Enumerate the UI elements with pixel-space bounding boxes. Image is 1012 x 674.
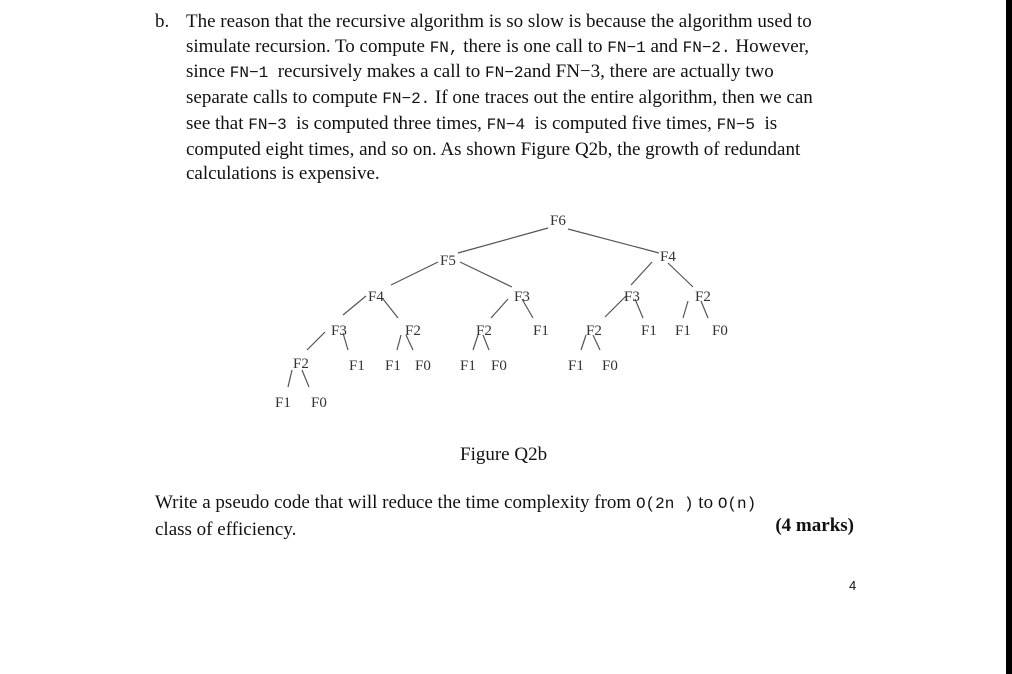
big-o-exponential: O(2n ) (635, 495, 694, 513)
recursion-tree-figure (265, 205, 765, 420)
tree-edge (683, 301, 688, 318)
explanation-paragraph (186, 10, 858, 187)
text-run: is computed five times, (525, 112, 717, 134)
tree-edge (460, 262, 512, 287)
node-f1: F1 (460, 358, 476, 374)
paragraph-line (186, 60, 858, 86)
tree-edge (668, 263, 693, 287)
code-term: FN−4 (486, 115, 526, 134)
tree-edge (307, 332, 325, 350)
node-f5: F5 (440, 253, 456, 269)
node-f3: F3 (514, 289, 530, 305)
code-term: FN−3 (248, 115, 287, 134)
node-f6: F6 (550, 213, 566, 229)
tree-edge (458, 228, 548, 253)
tree-nodes (275, 213, 728, 411)
node-f2: F2 (293, 356, 309, 372)
tree-edge (288, 370, 292, 387)
code-term: FN−2. (382, 90, 431, 109)
node-f1: F1 (349, 358, 365, 374)
text-run: and FN−3, there are actually two (523, 61, 774, 83)
node-f2: F2 (586, 323, 602, 339)
text-run: The reason that the recursive algorithm is so slow is because the algorithm used to (186, 11, 812, 32)
tree-edge (391, 262, 438, 285)
node-f0: F0 (415, 358, 431, 374)
tree-edge (302, 370, 309, 387)
question-run: class of efficiency. (155, 519, 297, 540)
node-f0: F0 (491, 358, 507, 374)
text-run: see that (186, 112, 249, 134)
node-f2: F2 (695, 289, 711, 305)
code-term: FN−5 (716, 115, 756, 134)
text-run: recursively makes a call to (268, 61, 486, 83)
text-run: and (645, 35, 683, 57)
tree-edge (491, 299, 508, 318)
paragraph-line (186, 162, 858, 187)
node-f1: F1 (675, 323, 691, 339)
text-run: calculations is expensive. (186, 163, 380, 185)
paragraph-line (186, 112, 858, 138)
tree-edge (568, 229, 659, 253)
text-run: is (755, 112, 778, 134)
text-run: there is one call to (458, 35, 608, 57)
node-f2: F2 (476, 323, 492, 339)
node-f1: F1 (641, 323, 657, 339)
node-f1: F1 (385, 358, 401, 374)
node-f2: F2 (405, 323, 421, 339)
code-term: FN−1 (607, 38, 646, 57)
tree-edge (605, 296, 626, 317)
text-run: separate calls to compute (186, 87, 383, 109)
node-f1: F1 (568, 358, 584, 374)
node-f3: F3 (624, 289, 640, 305)
paragraph-line (186, 138, 858, 163)
section-marker: b. (155, 11, 170, 32)
question-run: Write a pseudo code that will reduce the time complexity from (155, 492, 636, 513)
text-run: since (186, 61, 230, 83)
code-term: FN−1 (229, 64, 269, 83)
page-number: 4 (849, 578, 857, 593)
text-run: computed eight times, and so on. As shown Figure Q2b, the growth of redundant (186, 138, 801, 160)
paragraph-line (186, 35, 858, 61)
paragraph-line (186, 10, 858, 35)
question-run: to (693, 492, 718, 513)
tree-edge (397, 335, 401, 350)
node-f4: F4 (368, 289, 384, 305)
big-o-linear: O(n) (717, 495, 757, 513)
node-f3: F3 (331, 323, 347, 339)
text-run: simulate recursion. To compute (186, 35, 430, 57)
question-text (155, 490, 855, 542)
text-run: is computed three times, (286, 112, 487, 134)
paragraph-line (186, 86, 858, 112)
marks-label: (4 marks) (775, 515, 854, 536)
figure-caption: Figure Q2b (460, 444, 548, 465)
tree-edge (631, 262, 652, 285)
code-term: FN−2 (485, 64, 524, 83)
tree-edge (383, 299, 398, 318)
node-f0: F0 (602, 358, 618, 374)
tree-edge (343, 296, 366, 315)
node-f0: F0 (712, 323, 728, 339)
node-f1: F1 (533, 323, 549, 339)
text-run: If one traces out the entire algorithm, then we can (430, 87, 813, 109)
text-run: However, (730, 35, 810, 57)
node-f4: F4 (660, 249, 676, 265)
code-term: FN−2. (682, 38, 731, 57)
node-f0: F0 (311, 395, 327, 411)
code-term: FN, (429, 38, 459, 57)
node-f1: F1 (275, 395, 291, 411)
